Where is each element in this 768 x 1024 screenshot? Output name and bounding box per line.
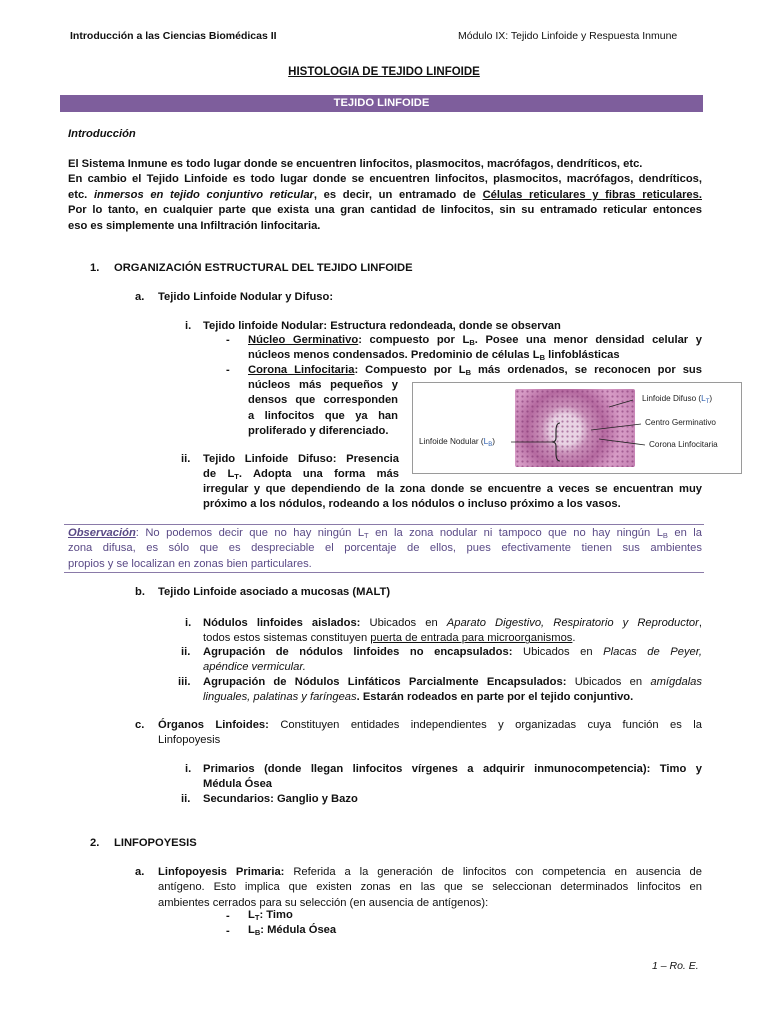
intro-line: etc. inmersos en tejido conjuntivo reticular, es decir, un entramado de Células reticulares y fibras reticulares. <box>68 188 702 201</box>
subsection-letter: a. <box>135 291 145 303</box>
label-centro-germinativo: Centro Germinativo <box>645 418 716 427</box>
linfopoyesis-primaria-text: Linfopoyesis Primaria: Referida a la generación de linfocitos con competencia en ausencia de antígeno. Esto implica que existen zonas en las que se seleccionan determinados linfocitos en ambientes cerrados para su selección (en ausencia de antígenos): <box>158 866 702 909</box>
organos-linfoides-text: Órganos Linfoides: Constituyen entidades independientes y organizadas cuya función es la Linfopoyesis <box>158 719 702 747</box>
item-number: i. <box>185 763 192 775</box>
observation-note: Observación: No podemos decir que no hay ningún $L_T$ en la zona nodular ni tampoco que no hay ningún $L_B$ en la zona difusa, es sólo que es despreciable el porcentaje de ellos, pues efectivamente tienen sus ambientes propios y se localizan en zonas bien particulares. <box>68 527 702 570</box>
item-number: i. <box>185 320 192 332</box>
intro-line: En cambio el Tejido Linfoide es todo lugar donde se encuentren linfocitos, plasmocitos, macrófagos, dendríticos, <box>68 173 702 186</box>
item-number: i. <box>185 617 192 629</box>
subsection-letter: c. <box>135 719 145 731</box>
subsection-letter: b. <box>135 586 145 598</box>
nodulos-no-encapsulados-text: Agrupación de nódulos linfoides no encapsulados: Ubicados en Placas de Peyer, apéndice vermicular. <box>203 646 702 674</box>
dash-bullet: - <box>226 910 230 922</box>
page-title: HISTOLOGIA DE TEJIDO LINFOIDE <box>288 66 480 78</box>
dash-bullet: - <box>226 925 230 937</box>
dash-bullet: - <box>226 334 230 346</box>
intro-heading: Introducción <box>68 128 136 140</box>
label-corona-linfocitaria: Corona Linfocitaria <box>649 440 718 449</box>
nucleo-germinativo-text: Núcleo Germinativo: compuesto por $L_B$. Posee una menor densidad celular y núcleos menos condensados. Predominio de células $L_B$ linfoblásticas <box>248 334 702 363</box>
section-title: LINFOPOYESIS <box>114 837 197 849</box>
section-number: 2. <box>90 837 100 849</box>
subsection-title: Tejido Linfoide Nodular y Difuso: <box>158 291 334 303</box>
dash-bullet: - <box>226 364 230 376</box>
lb-medula-osea: $L_B$: Médula Ósea <box>248 924 337 937</box>
nodulos-parcialmente-encapsulados-text: Agrupación de Nódulos Linfáticos Parcialmente Encapsulados: Ubicados en amígdalas linguales, palatinas y faríngeas. Estarán rodeados en parte por el tejido conjuntivo. <box>203 676 702 704</box>
section-band: TEJIDO LINFOIDE <box>60 95 703 112</box>
organos-primarios-text: Primarios (donde llegan linfocitos vírgenes a adquirir inmunocompetencia): Timo y Médula Ósea <box>203 763 702 791</box>
section-number: 1. <box>90 262 100 274</box>
difuso-text-cont: irregular y que dependiendo de la zona donde se encuentre a veces se encuentran muy próximo a los nódulos, rodeando a los nódulos o incluso próximo a los vasos. <box>203 483 702 511</box>
item-number: ii. <box>181 646 191 658</box>
corona-linfocitaria-text-cont: núcleos más pequeños y densos que corresponden a linfocitos que ya han proliferado y diferenciado. <box>248 379 398 438</box>
item-number: ii. <box>181 793 191 805</box>
subsection-letter: a. <box>135 866 145 878</box>
corona-linfocitaria-text: Corona Linfocitaria: Compuesto por $L_B$ más ordenados, se reconocen por sus <box>248 364 702 377</box>
section-title: ORGANIZACIÓN ESTRUCTURAL DEL TEJIDO LINFOIDE <box>114 262 413 274</box>
page-footer: 1 – Ro. E. <box>652 960 699 972</box>
observation-rule-top <box>64 524 704 525</box>
item-text: Tejido linfoide Nodular: Estructura redondeada, donde se observan <box>203 320 561 332</box>
difuso-text: Tejido Linfoide Difuso: Presencia de $L_T$. Adopta una forma más <box>203 453 399 482</box>
item-number: iii. <box>178 676 191 688</box>
label-linfoide-nodular: Linfoide Nodular $(L_B)$ <box>419 437 495 448</box>
nodulos-aislados-text: Nódulos linfoides aislados: Ubicados en Aparato Digestivo, Respiratorio y Reproductor, todos estos sistemas constituyen puerta de entrada para microorganismos. <box>203 617 702 645</box>
lt-timo: $L_T$: Timo <box>248 909 293 922</box>
header-module: Módulo IX: Tejido Linfoide y Respuesta Inmune <box>458 30 678 42</box>
header-course: Introducción a las Ciencias Biomédicas II <box>70 30 277 42</box>
intro-line: El Sistema Inmune es todo lugar donde se encuentren linfocitos, plasmocitos, macrófagos, dendríticos, etc. <box>68 158 643 170</box>
label-linfoide-difuso: Linfoide Difuso $(L_T)$ <box>642 394 713 405</box>
subsection-title: Tejido Linfoide asociado a mucosas (MALT) <box>158 586 391 598</box>
observation-rule-bottom <box>64 572 704 573</box>
intro-line: Por lo tanto, en cualquier parte que exista una gran cantidad de linfocitos, sin su entramado reticular entonces <box>68 204 702 217</box>
histology-figure <box>412 382 742 474</box>
item-number: ii. <box>181 453 191 465</box>
intro-line: eso es simplemente una Infiltración linfocitaria. <box>68 219 321 232</box>
intro-paragraph <box>68 157 702 234</box>
organos-secundarios-text: Secundarios: Ganglio y Bazo <box>203 793 358 805</box>
